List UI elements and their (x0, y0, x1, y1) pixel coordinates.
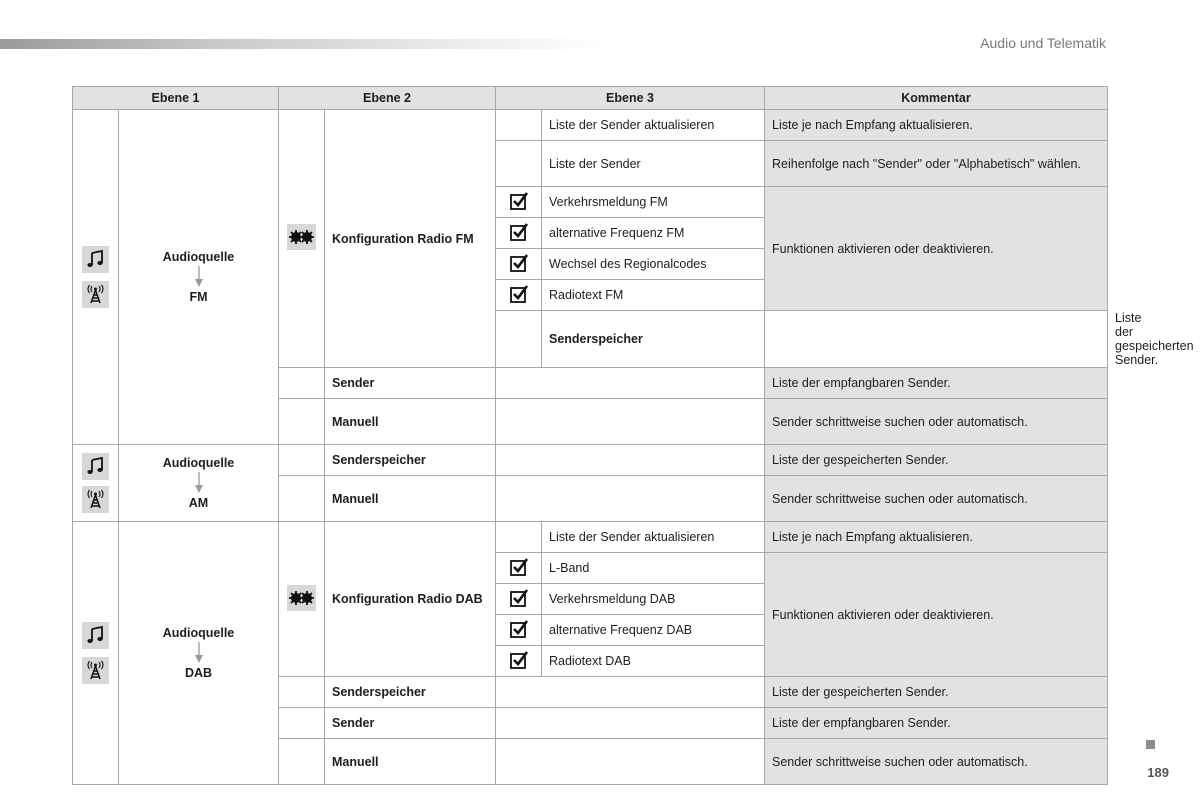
empty-cell (279, 739, 325, 785)
header-comment: Kommentar (765, 87, 1108, 110)
table-row: Senderspeicher Liste der gespeicherten Sender. (73, 311, 1108, 368)
fm-source-cell (119, 110, 279, 445)
header-level-1: Ebene 1 (73, 87, 279, 110)
header-level-3: Ebene 3 (496, 87, 765, 110)
header-gradient-bar (0, 39, 610, 49)
menu-item[interactable]: L-Band (542, 553, 765, 584)
empty-cell (496, 522, 542, 553)
empty-cell (496, 739, 765, 785)
menu-item[interactable]: Liste der Sender aktualisieren (542, 522, 765, 553)
checkbox-checked-icon[interactable] (510, 192, 528, 210)
empty-cell (496, 141, 542, 187)
checkbox-cell (496, 584, 542, 615)
menu-item[interactable]: Radiotext FM (542, 280, 765, 311)
dab-icons-cell (73, 522, 119, 785)
comment: Liste der gespeicherten Sender. (765, 445, 1108, 476)
comment: Funktionen aktivieren oder deaktivieren. (765, 553, 1108, 677)
settings-gears-icon (287, 585, 316, 611)
table-row (73, 110, 1108, 141)
checkbox-cell (496, 187, 542, 218)
source-label: Audioquelle (162, 250, 235, 264)
fm-config-label[interactable]: Konfiguration Radio FM (325, 110, 496, 368)
menu-item[interactable]: Liste der Sender aktualisieren (542, 110, 765, 141)
music-note-icon (82, 453, 109, 480)
checkbox-cell (496, 615, 542, 646)
empty-cell (496, 476, 765, 522)
checkbox-cell (496, 553, 542, 584)
empty-cell (279, 677, 325, 708)
empty-cell (279, 445, 325, 476)
checkbox-checked-icon[interactable] (510, 223, 528, 241)
section-title: Audio und Telematik (980, 35, 1106, 51)
comment: Liste der empfangbaren Sender. (765, 708, 1108, 739)
comment: Liste je nach Empfang aktualisieren. (765, 110, 1108, 141)
settings-gears-icon (287, 224, 316, 250)
empty-cell (279, 399, 325, 445)
checkbox-cell (496, 280, 542, 311)
empty-cell (765, 311, 1108, 368)
comment: Reihenfolge nach "Sender" oder "Alphabetisch" wählen. (765, 141, 1108, 187)
band-label: FM (189, 290, 208, 304)
menu-item[interactable]: Manuell (325, 399, 496, 445)
empty-cell (279, 708, 325, 739)
comment: Liste der empfangbaren Sender. (765, 368, 1108, 399)
empty-cell (279, 476, 325, 522)
source-label: Audioquelle (162, 626, 235, 640)
music-note-icon (82, 622, 109, 649)
header-level-2: Ebene 2 (279, 87, 496, 110)
menu-item[interactable]: Manuell (325, 476, 496, 522)
arrow-down-icon (194, 472, 204, 494)
music-note-icon (82, 246, 109, 273)
empty-cell (496, 368, 765, 399)
comment: Liste je nach Empfang aktualisieren. (765, 522, 1108, 553)
comment: Sender schrittweise suchen oder automatisch. (765, 739, 1108, 785)
menu-item[interactable]: Senderspeicher (325, 445, 496, 476)
fm-icons-cell (73, 110, 119, 445)
comment: Funktionen aktivieren oder deaktivieren. (765, 187, 1108, 311)
checkbox-checked-icon[interactable] (510, 589, 528, 607)
radio-antenna-icon (82, 486, 109, 513)
empty-cell (496, 445, 765, 476)
dab-config-label[interactable]: Konfiguration Radio DAB (325, 522, 496, 677)
checkbox-checked-icon[interactable] (510, 254, 528, 272)
comment: Sender schrittweise suchen oder automatisch. (765, 476, 1108, 522)
band-label: AM (188, 496, 209, 510)
menu-item[interactable]: Manuell (325, 739, 496, 785)
arrow-down-icon (194, 642, 204, 664)
checkbox-cell (496, 249, 542, 280)
checkbox-checked-icon[interactable] (510, 558, 528, 576)
am-icons-cell (73, 445, 119, 522)
menu-item[interactable]: Sender (325, 368, 496, 399)
menu-item[interactable]: Sender (325, 708, 496, 739)
checkbox-checked-icon[interactable] (510, 651, 528, 669)
comment: Liste der gespeicherten Sender. (765, 677, 1108, 708)
page-number: 189 (1147, 765, 1169, 780)
empty-cell (496, 110, 542, 141)
empty-cell (496, 311, 542, 368)
empty-cell (496, 677, 765, 708)
dab-source-cell (119, 522, 279, 785)
table-row (73, 445, 1108, 476)
fm-config-icon-cell (279, 110, 325, 368)
menu-item[interactable]: Radiotext DAB (542, 646, 765, 677)
empty-cell (496, 399, 765, 445)
menu-item[interactable]: Verkehrsmeldung FM (542, 187, 765, 218)
source-label: Audioquelle (162, 456, 235, 470)
table-row (73, 522, 1108, 553)
dab-config-icon-cell (279, 522, 325, 677)
empty-cell (279, 368, 325, 399)
band-label: DAB (184, 666, 213, 680)
page-marker (1146, 740, 1155, 749)
menu-item[interactable]: Senderspeicher (325, 677, 496, 708)
menu-item[interactable]: Verkehrsmeldung DAB (542, 584, 765, 615)
checkbox-cell (496, 218, 542, 249)
menu-item[interactable]: alternative Frequenz FM (542, 218, 765, 249)
menu-item[interactable]: Wechsel des Regionalcodes (542, 249, 765, 280)
radio-antenna-icon (82, 281, 109, 308)
arrow-down-icon (194, 266, 204, 288)
checkbox-checked-icon[interactable] (510, 620, 528, 638)
table-header-row (73, 87, 1108, 110)
checkbox-checked-icon[interactable] (510, 285, 528, 303)
menu-item[interactable]: Senderspeicher (542, 311, 765, 368)
menu-item[interactable]: alternative Frequenz DAB (542, 615, 765, 646)
am-source-cell (119, 445, 279, 522)
comment: Sender schrittweise suchen oder automatisch. (765, 399, 1108, 445)
empty-cell (496, 708, 765, 739)
radio-antenna-icon (82, 657, 109, 684)
menu-item[interactable]: Liste der Sender (542, 141, 765, 187)
checkbox-cell (496, 646, 542, 677)
